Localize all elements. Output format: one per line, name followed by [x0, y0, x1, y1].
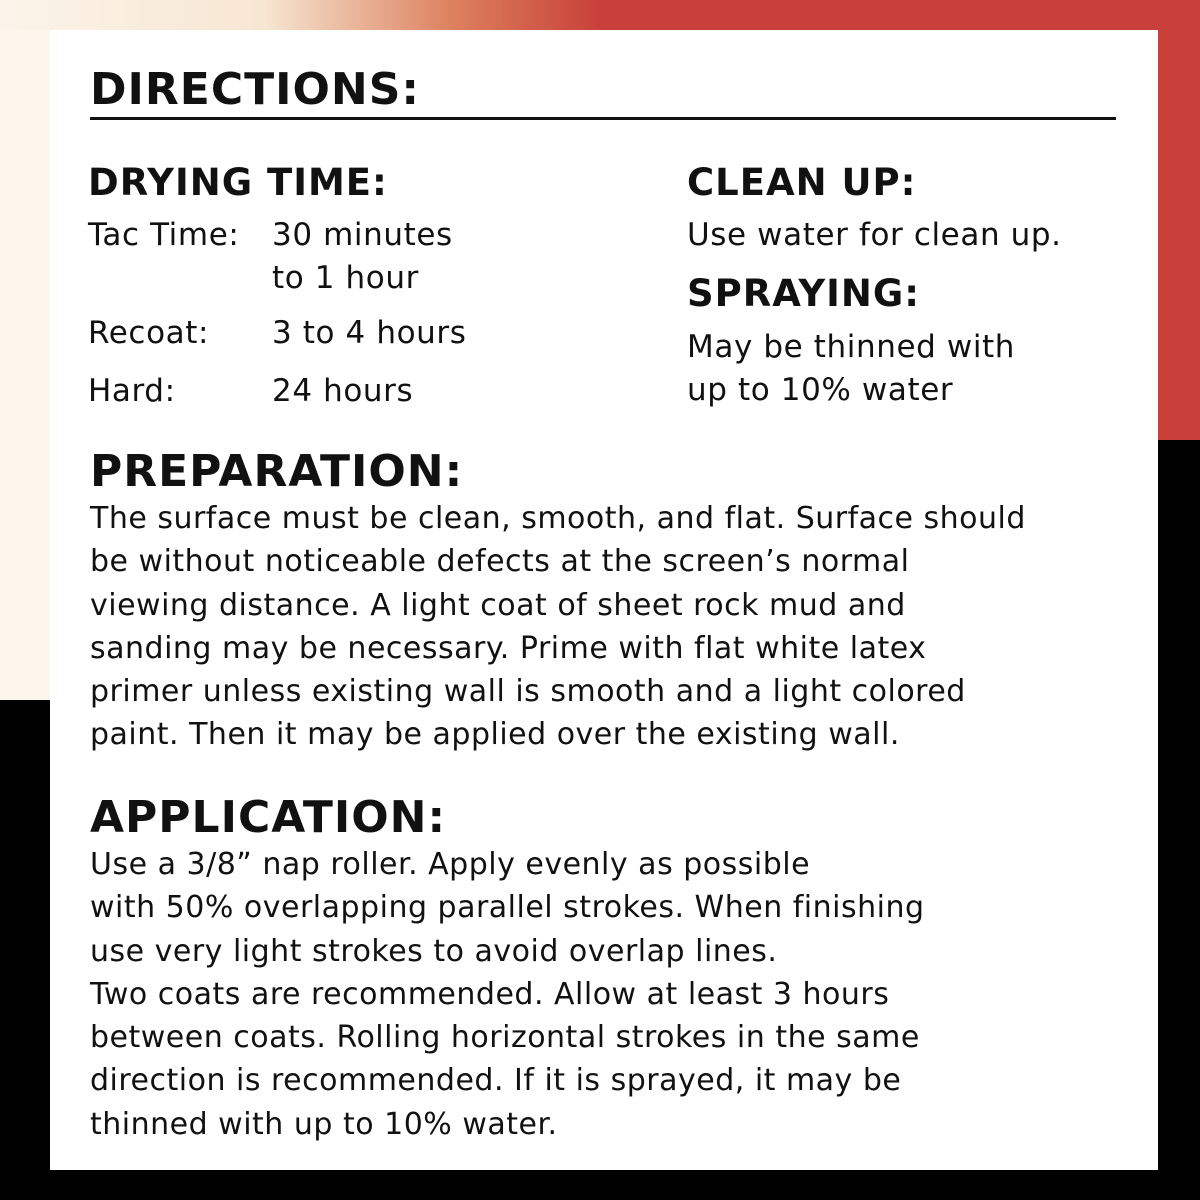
preparation-text: The surface must be clean, smooth, and flat. Surface should be without noticeable defects at the screen’s normal viewing distance. A light coat of sheet rock mud and sanding may be necessary. Prime with flat white latex primer unless existing wall is smooth and a light colored paint. Then it may be applied over the existing wall.: [90, 501, 1026, 753]
recoat-label: Recoat:: [88, 315, 210, 351]
background-black-notch: [0, 700, 50, 1200]
clean-up-heading: CLEAN UP:: [687, 161, 917, 204]
hard-label: Hard:: [88, 373, 176, 409]
hard-value: 24 hours: [272, 373, 414, 409]
preparation-heading: PREPARATION:: [90, 446, 464, 497]
application-heading: APPLICATION:: [90, 792, 447, 843]
spraying-text-line1: May be thinned with: [687, 329, 1016, 365]
heading-divider: [90, 117, 1116, 120]
recoat-value: 3 to 4 hours: [272, 315, 467, 351]
tac-time-value-line2: to 1 hour: [272, 260, 419, 296]
spraying-text-line2: up to 10% water: [687, 372, 954, 408]
application-text: Use a 3/8” nap roller. Apply evenly as possible with 50% overlapping parallel strokes. When finishing use very light strokes to avoid overlap lines. Two coats are recommended. Allow at least 3 hours between coats. Rolling horizontal strokes in the same direction is recommended. If it is sprayed, it may be thinned with up to 10% water.: [90, 847, 925, 1142]
tac-time-value-line1: 30 minutes: [272, 217, 453, 253]
drying-time-heading: DRYING TIME:: [88, 161, 388, 204]
tac-time-label: Tac Time:: [88, 217, 240, 253]
clean-up-text: Use water for clean up.: [687, 217, 1062, 253]
directions-card: [50, 30, 1158, 1170]
directions-heading: DIRECTIONS:: [90, 64, 421, 115]
spraying-heading: SPRAYING:: [687, 272, 921, 315]
